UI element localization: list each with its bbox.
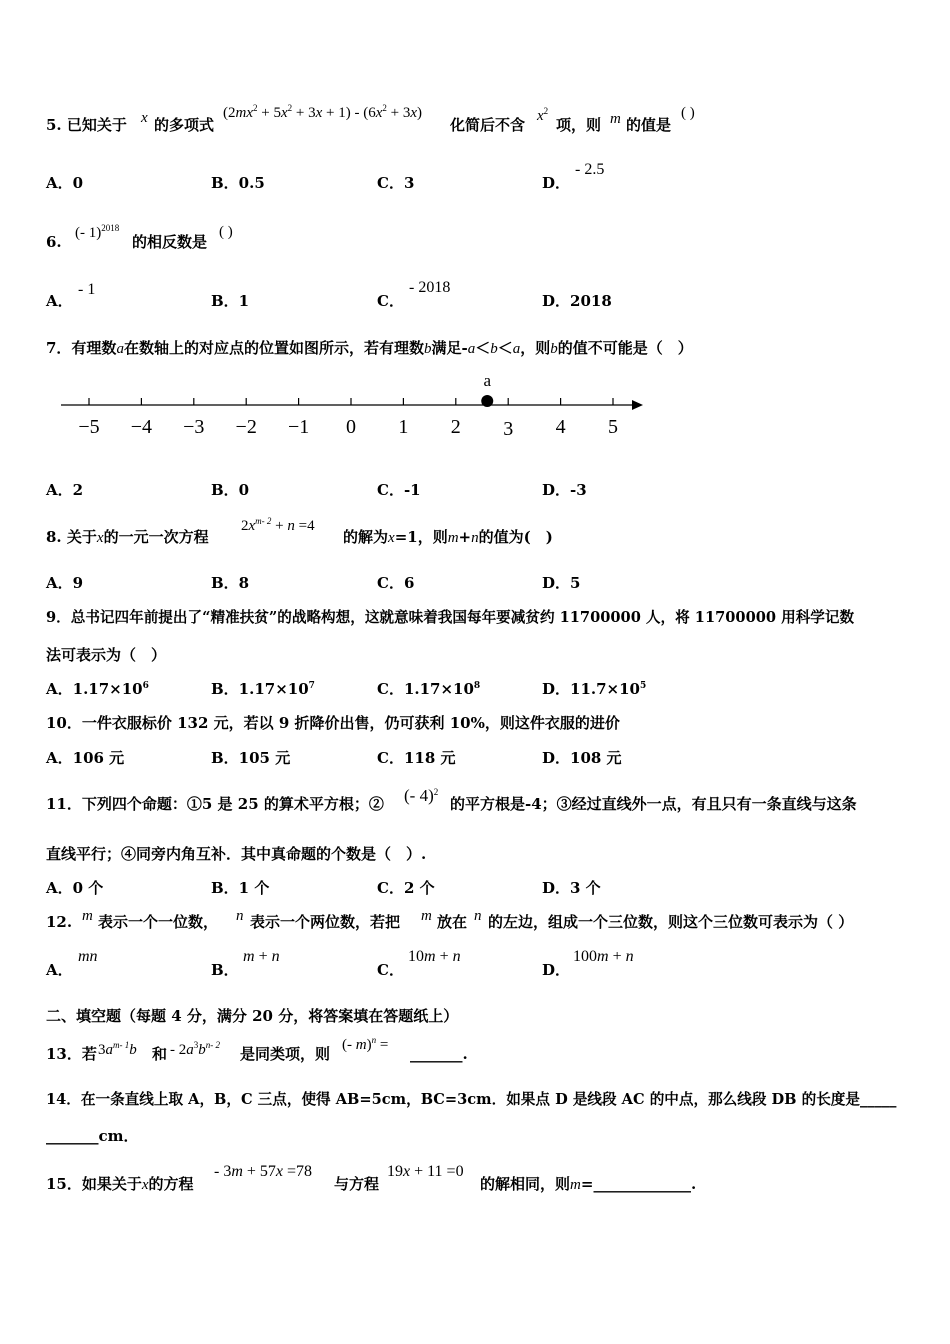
q11-option-b: B．1 个 (211, 879, 270, 897)
q12-option-c: C． (377, 961, 404, 979)
q5-option-b: B．0.5 (211, 174, 265, 192)
number-line-tick-label: −2 (235, 416, 257, 438)
q8-option-a: A．9 (46, 574, 84, 592)
q11-stem-part1: 11．下列四个命题：①5 是 25 的算术平方根；② (46, 795, 384, 813)
q5-option-d-value: - 2.5 (575, 161, 605, 178)
q5-x-squared: $x^2$ (537, 106, 549, 124)
q12-var-n2: n (474, 908, 482, 924)
q11-power: (- 4)$^2$ (404, 786, 439, 805)
q6-option-a: A． (46, 292, 73, 310)
q6-option-a-value: - 1 (78, 281, 96, 298)
q11-stem-line2: 直线平行；④同旁内角互补．其中真命题的个数是（ ）. (46, 845, 427, 863)
q8-equation: $2x^{m- 2} + n =4$ (241, 516, 315, 534)
q14-stem-line2: _______cm． (46, 1127, 139, 1145)
number-line-tick-label: 2 (450, 416, 461, 438)
q8-stem-part1: 8. 关于x的一元一次方程 (46, 528, 209, 546)
q6-option-c-value: - 2018 (409, 279, 451, 296)
q6-answer-paren: ( ) (219, 224, 233, 240)
q12-var-m: m (82, 908, 93, 924)
q6-number: 6. (46, 233, 62, 251)
number-line-arrow (632, 400, 643, 410)
number-line-tick-label: −4 (130, 416, 153, 438)
q13-term1: $3a^{m- 1}b$ (98, 1040, 137, 1058)
q5-option-c: C．3 (377, 174, 415, 192)
q6-option-c: C． (377, 292, 404, 310)
q11-option-d: D．3 个 (542, 879, 601, 897)
q7-option-b: B．0 (211, 481, 250, 499)
q12-option-a-value: mn (78, 948, 98, 965)
q12-option-b-value: m + n (243, 948, 280, 965)
q7-option-d: D．-3 (542, 481, 587, 499)
q12-option-d-value: 100m + n (573, 948, 634, 965)
q9-option-c: C．$1.17\times 10^8$ (377, 680, 481, 698)
q8-option-c: C．6 (377, 574, 415, 592)
q13-term2: - $2a^3b^{n- 2}$ (170, 1040, 220, 1058)
q15-stem-part2: 的解相同，则m=_____________. (480, 1175, 697, 1193)
q8-option-d: D．5 (542, 574, 581, 592)
point-a-label: a (483, 371, 492, 390)
q6-power: (- 1)$^{2018}$ (75, 223, 120, 241)
q13-expression: (- m)$^n$ = (342, 1035, 389, 1053)
number-line-tick-label: −3 (183, 416, 205, 438)
q15-answer-blank: _____________ (593, 1175, 691, 1193)
number-line-tick-label: 0 (346, 416, 356, 438)
q15-equation2: 19x + 11 =0 (387, 1163, 464, 1180)
q14-stem-line1: 14．在一条直线上取 A，B，C 三点，使得 AB=5cm，BC=3cm．如果点 D 是线段 AC 的中点，那么线段 DB 的长度是_____ (46, 1091, 897, 1108)
q5-option-d: D． (542, 174, 571, 192)
q9-stem-line2: 法可表示为（ ） (46, 646, 167, 664)
number-line (55, 365, 655, 445)
q11-option-a: A．0 个 (46, 879, 104, 897)
number-line-tick-label: 3 (503, 418, 514, 440)
q5-line: 5. 已知关于 (46, 116, 127, 134)
q12-var-m2: m (421, 908, 432, 924)
q8-stem-part2: 的解为x=1，则m+n的值为( ) (343, 528, 553, 546)
q13-answer-blank: _______. (410, 1045, 468, 1063)
q8-option-b: B．8 (211, 574, 250, 592)
q7-option-c: C．-1 (377, 481, 421, 499)
q6-option-d: D．2018 (542, 292, 612, 310)
q10-option-b: B．105 元 (211, 749, 291, 767)
q5-polynomial: $(2mx^2 + 5x^2 + 3x + 1) - (6x^2 + 3x)$ (223, 103, 423, 121)
q9-option-d: D．$11.7\times 10^5$ (542, 680, 647, 698)
number-line-tick-label: 1 (398, 416, 409, 438)
q5-answer-paren: ( ) (681, 105, 695, 121)
q9-option-a: A．$1.17\times 10^6$ (46, 680, 149, 698)
number-line-tick-label: 5 (608, 416, 618, 438)
q10-option-a: A．106 元 (46, 749, 125, 767)
q12-option-b: B． (211, 961, 239, 979)
q9-stem-line1: 9．总书记四年前提出了“精准扶贫”的战略构想，这就意味着我国每年要减贫约 11700000 人，将 11700000 用科学记数 (46, 609, 855, 626)
q10-option-d: D．108 元 (542, 749, 622, 767)
q13-lead: 13．若 (46, 1045, 97, 1063)
q12-option-d: D． (542, 961, 571, 979)
q10-option-c: C．118 元 (377, 749, 456, 767)
q12-var-n: n (236, 908, 244, 924)
q5-number: 5. (46, 116, 62, 134)
number-line-tick-label: 4 (555, 416, 566, 438)
q6-option-b: B．1 (211, 292, 250, 310)
q11-option-c: C．2 个 (377, 879, 435, 897)
q9-option-b: B．$1.17\times 10^7$ (211, 680, 315, 698)
q7-option-a: A．2 (46, 481, 84, 499)
q11-stem-part2: 的平方根是-4；③经过直线外一点，有且只有一条直线与这条 (450, 795, 857, 813)
q10-stem: 10．一件衣服标价 132 元，若以 9 折降价出售，仍可获利 10%，则这件衣服的进价 (46, 714, 620, 732)
q12-number: 12. (46, 913, 73, 931)
section-2-heading: 二、填空题（每题 4 分，满分 20 分，将答案填在答题纸上） (46, 1007, 459, 1025)
q15-stem-part1: 15．如果关于x的方程 (46, 1175, 194, 1193)
number-line-tick-label: −5 (78, 416, 100, 438)
number-line-tick-label: −1 (287, 416, 310, 438)
q12-option-c-value: 10m + n (408, 948, 461, 965)
q5-var-x: x (141, 110, 148, 126)
q5-var-m: m (610, 111, 621, 127)
q7-stem: 7．有理数a在数轴上的对应点的位置如图所示，若有理数b满足-a＜b＜a，则b的值不可能是（ ） (46, 339, 693, 357)
point-a-marker (481, 395, 493, 407)
q15-equation1: - 3m + 57x =78 (214, 1163, 313, 1180)
q5-option-a: A．0 (46, 174, 84, 192)
q12-option-a: A． (46, 961, 73, 979)
